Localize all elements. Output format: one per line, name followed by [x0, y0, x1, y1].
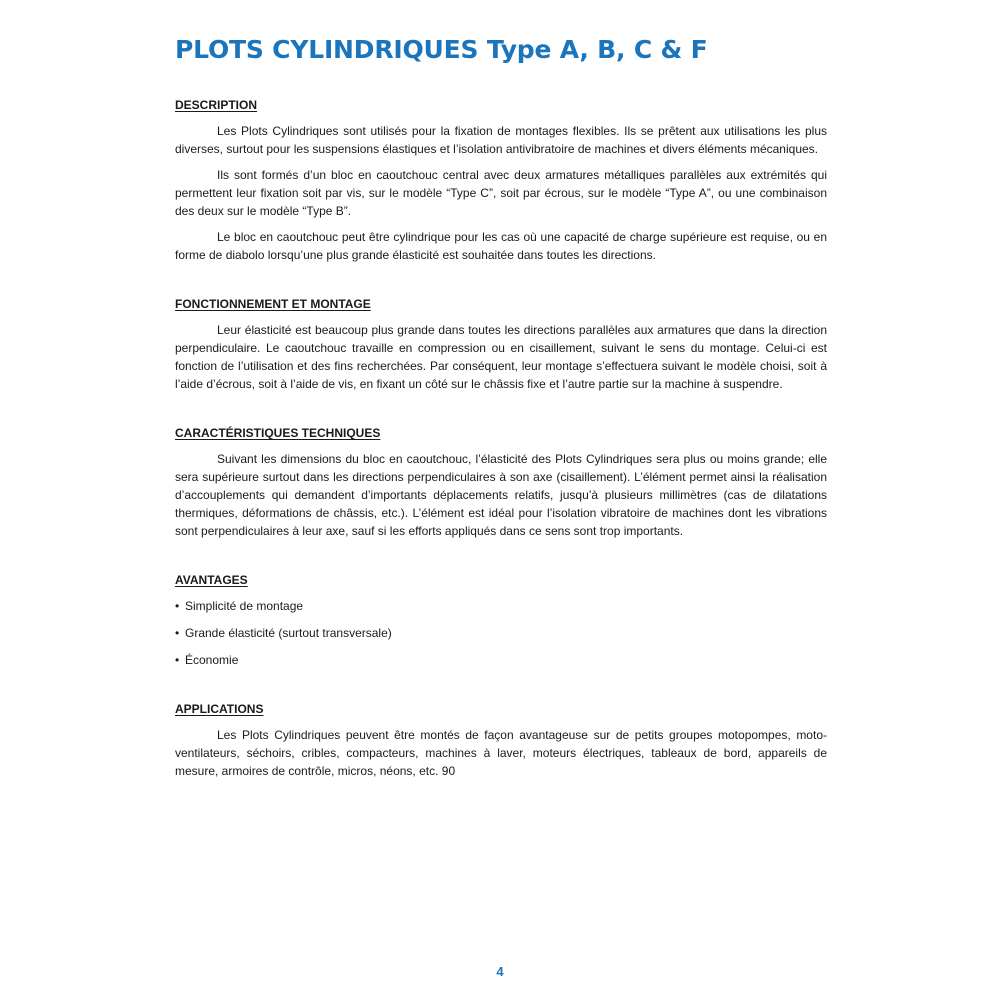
list-item-text: Économie [185, 653, 239, 667]
section-fonctionnement [175, 295, 827, 393]
page-number: 4 [496, 964, 504, 979]
paragraph: Ils sont formés d’un bloc en caoutchouc central avec deux armatures métalliques parallèles aux extrémités qui permettent leur fixation soit par vis, sur le modèle “Type C”, soit par écrous, sur le modèle “Type A”, ou une combinaison des deux sur le modèle “Type B”. [175, 168, 827, 218]
list-item [175, 651, 827, 669]
bullet-icon: • [175, 626, 180, 640]
document-body [175, 96, 827, 811]
section-heading-description: DESCRIPTION [175, 98, 258, 112]
list-item-text: Simplicité de montage [185, 599, 304, 613]
section-heading-applications: APPLICATIONS [175, 702, 264, 716]
paragraph: Le bloc en caoutchouc peut être cylindrique pour les cas où une capacité de charge supérieure est requise, ou en forme de diabolo lorsqu’une plus grande élasticité est souhaitée dans toutes les directions. [175, 230, 827, 262]
page-title: PLOTS CYLINDRIQUES Type A, B, C & F [175, 35, 708, 64]
section-caracteristiques [175, 424, 827, 540]
bullet-icon: • [175, 599, 180, 613]
bullet-icon: • [175, 653, 180, 667]
section-applications [175, 700, 827, 780]
section-avantages [175, 571, 827, 669]
list-item-text: Grande élasticité (surtout transversale) [185, 626, 392, 640]
paragraph: Les Plots Cylindriques sont utilisés pour la fixation de montages flexibles. Ils se prêtent aux utilisations les plus diverses, surtout pour les suspensions élastiques et l’isolation antivibratoire de machines et divers éléments mécaniques. [175, 124, 827, 156]
section-heading-fonctionnement: FONCTIONNEMENT ET MONTAGE [175, 297, 371, 311]
paragraph: Les Plots Cylindriques peuvent être montés de façon avantageuse sur de petits groupes motopompes, moto-ventilateurs, séchoirs, cribles, compacteurs, machines à laver, moteurs électriques, tableaux de bord, appareils de mesure, armoires de contrôle, micros, néons, etc. 90 [175, 728, 827, 778]
list-item [175, 597, 827, 615]
paragraph: Suivant les dimensions du bloc en caoutchouc, l’élasticité des Plots Cylindriques sera plus ou moins grande; elle sera supérieure surtout dans les directions perpendiculaires à son axe (cisaillement). L’élément permet ainsi la réalisation d’accouplements qui demandent d’importants déplacements relatifs, jusqu’à plusieurs millimètres (cas de dilatations thermiques, déformations de châssis, etc.). L’élément est idéal pour l’isolation vibratoire de machines dont les vibrations sont perpendiculaires à leur axe, sauf si les efforts appliqués dans ce sens sont trop importants. [175, 452, 827, 538]
section-heading-avantages: AVANTAGES [175, 573, 248, 587]
section-heading-caracteristiques: CARACTÉRISTIQUES TECHNIQUES [175, 426, 381, 440]
paragraph: Leur élasticité est beaucoup plus grande dans toutes les directions parallèles aux armatures que dans la direction perpendiculaire. Le caoutchouc travaille en compression ou en cisaillement, suivant le sens du montage. Celui-ci est fonction de l’utilisation et des fins recherchées. Par conséquent, leur montage s’effectuera suivant le modèle choisi, soit à l’aide d’écrous, soit à l’aide de vis, en fixant un côté sur le châssis fixe et l’autre partie sur la machine à suspendre. [175, 323, 827, 391]
list-item [175, 624, 827, 642]
section-description [175, 96, 827, 264]
advantages-list [175, 597, 827, 669]
